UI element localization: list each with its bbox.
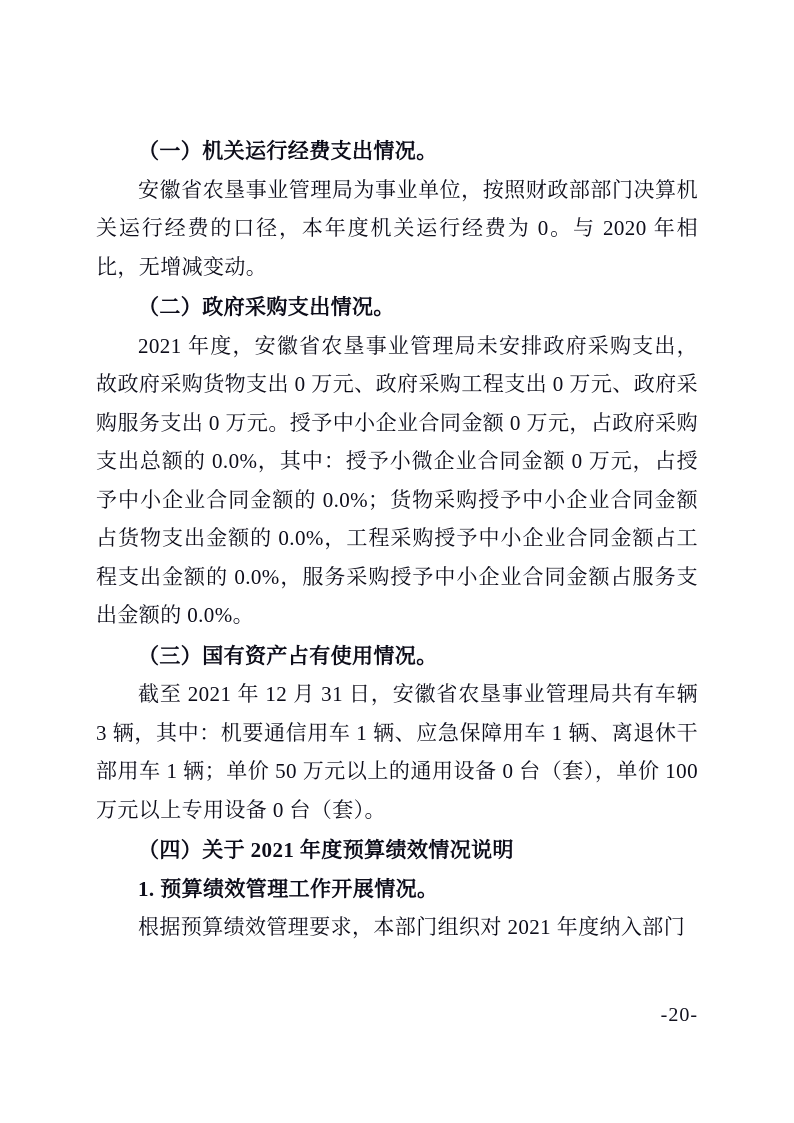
- page-number: -20-: [660, 1004, 698, 1026]
- section-heading-state-owned-assets: （三）国有资产占有使用情况。: [138, 643, 438, 668]
- paragraph-performance-management: 根据预算绩效管理要求，本部门组织对 2021 年度纳入部门: [138, 915, 686, 939]
- section-heading-operating-expenses: （一）机关运行经费支出情况。: [138, 139, 438, 163]
- paragraph-operating-expenses: 安徽省农垦事业管理局为事业单位，按照财政部部门决算机关运行经费的口径，本年度机关运行经费为 0。与 2020 年相比，无增减变动。: [96, 177, 698, 279]
- section-heading-government-procurement: （二）政府采购支出情况。: [138, 295, 395, 319]
- paragraph-state-owned-assets: 截至 2021 年 12 月 31 日，安徽省农垦事业管理局共有车辆 3 辆，其中：机要通信用车 1 辆、应急保障用车 1 辆、离退休干部用车 1 辆；单价 50 万元以上的通用设备 0 台（套），单价 100 万元以上专用设备 0 台（套）。: [96, 682, 698, 822]
- section-heading-budget-performance: （四）关于 2021 年度预算绩效情况说明: [138, 838, 514, 862]
- subsection-heading-performance-management: 1. 预算绩效管理工作开展情况。: [138, 876, 439, 901]
- document-body: [96, 132, 698, 947]
- paragraph-government-procurement: 2021 年度，安徽省农垦事业管理局未安排政府采购支出，故政府采购货物支出 0 万元、政府采购工程支出 0 万元、政府采购服务支出 0 万元。授予中小企业合同金额 0 万元，占政府采购支出总额的 0.0%，其中：授予小微企业合同金额 0 万元，占授予中小企业合同金额的 0.0%；货物采购授予中小企业合同金额占货物支出金额的 0.0%，工程采购授予中小企业合同金额占工程支出金额的 0.0%，服务采购授予中小企业合同金额占服务支出金额的 0.0%。: [96, 333, 698, 627]
